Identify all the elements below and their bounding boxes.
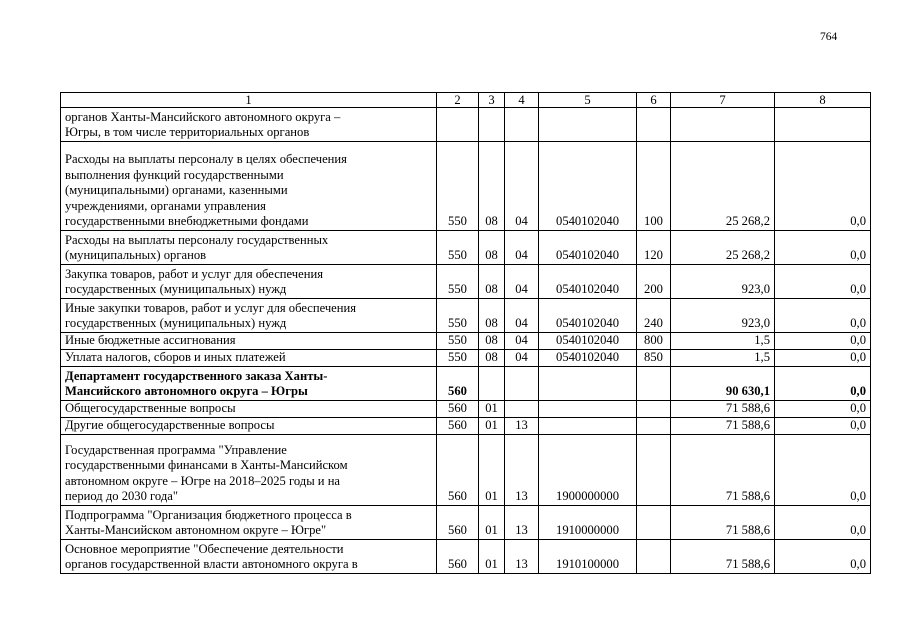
table-row xyxy=(61,142,871,231)
table-row xyxy=(61,540,871,574)
ved-code-cell: 550 xyxy=(437,231,479,265)
target-article-cell: 0540102040 xyxy=(539,333,637,350)
expense-type-cell xyxy=(637,401,671,418)
expense-type-cell: 850 xyxy=(637,350,671,367)
amount-cell: 90 630,1 xyxy=(671,367,775,401)
budget-table xyxy=(60,92,871,574)
amount-cell: 1,5 xyxy=(671,350,775,367)
row-name-cell: Подпрограмма "Организация бюджетного процесса в Ханты-Мансийском автономном округе – Югре" xyxy=(61,506,437,540)
row-name-cell: Уплата налогов, сборов и иных платежей xyxy=(61,350,437,367)
ved-code-cell: 560 xyxy=(437,367,479,401)
ved-code-cell: 560 xyxy=(437,506,479,540)
amount-2-cell: 0,0 xyxy=(775,540,871,574)
column-4-header: 4 xyxy=(505,93,539,108)
amount-2-cell: 0,0 xyxy=(775,435,871,506)
amount-cell: 1,5 xyxy=(671,333,775,350)
target-article-cell xyxy=(539,108,637,142)
row-name-cell: Государственная программа "Управление государственными финансами в Ханты-Мансийском автономном округе – Югре на 2018–2025 годы и на период до 2030 года" xyxy=(61,435,437,506)
column-3-header: 3 xyxy=(479,93,505,108)
amount-cell: 71 588,6 xyxy=(671,435,775,506)
amount-cell: 71 588,6 xyxy=(671,506,775,540)
column-2-header: 2 xyxy=(437,93,479,108)
subsection-code-cell: 04 xyxy=(505,333,539,350)
section-code-cell: 01 xyxy=(479,506,505,540)
target-article-cell xyxy=(539,367,637,401)
page-number: 764 xyxy=(820,31,838,43)
expense-type-cell: 200 xyxy=(637,265,671,299)
amount-cell: 71 588,6 xyxy=(671,418,775,435)
row-name-cell: Общегосударственные вопросы xyxy=(61,401,437,418)
table-row xyxy=(61,265,871,299)
row-name-cell: Расходы на выплаты персоналу в целях обеспечения выполнения функций государственными (муниципальными) органами, казенными учреждениями, органами управления государственными внебюджетными фондами xyxy=(61,142,437,231)
ved-code-cell xyxy=(437,108,479,142)
amount-cell xyxy=(671,108,775,142)
table-row xyxy=(61,435,871,506)
row-name-cell: Иные бюджетные ассигнования xyxy=(61,333,437,350)
section-code-cell: 01 xyxy=(479,540,505,574)
target-article-cell: 0540102040 xyxy=(539,231,637,265)
column-8-header: 8 xyxy=(775,93,871,108)
row-name-cell: органов Ханты-Мансийского автономного округа – Югры, в том числе территориальных органов xyxy=(61,108,437,142)
amount-2-cell: 0,0 xyxy=(775,367,871,401)
section-code-cell: 08 xyxy=(479,350,505,367)
target-article-cell xyxy=(539,401,637,418)
expense-type-cell xyxy=(637,367,671,401)
section-code-cell xyxy=(479,108,505,142)
subsection-code-cell: 13 xyxy=(505,506,539,540)
row-name-cell: Другие общегосударственные вопросы xyxy=(61,418,437,435)
amount-2-cell: 0,0 xyxy=(775,333,871,350)
expense-type-cell: 120 xyxy=(637,231,671,265)
ved-code-cell: 550 xyxy=(437,265,479,299)
ved-code-cell: 550 xyxy=(437,350,479,367)
table-row xyxy=(61,299,871,333)
amount-2-cell: 0,0 xyxy=(775,506,871,540)
section-code-cell: 01 xyxy=(479,401,505,418)
ved-code-cell: 560 xyxy=(437,435,479,506)
subsection-code-cell: 13 xyxy=(505,540,539,574)
expense-type-cell xyxy=(637,108,671,142)
table-row xyxy=(61,108,871,142)
amount-cell: 923,0 xyxy=(671,265,775,299)
amount-2-cell: 0,0 xyxy=(775,401,871,418)
column-5-header: 5 xyxy=(539,93,637,108)
section-code-cell xyxy=(479,367,505,401)
subsection-code-cell: 13 xyxy=(505,418,539,435)
ved-code-cell: 560 xyxy=(437,540,479,574)
section-code-cell: 01 xyxy=(479,435,505,506)
subsection-code-cell xyxy=(505,367,539,401)
target-article-cell: 1910000000 xyxy=(539,506,637,540)
amount-2-cell: 0,0 xyxy=(775,418,871,435)
expense-type-cell: 240 xyxy=(637,299,671,333)
table-row xyxy=(61,231,871,265)
amount-2-cell: 0,0 xyxy=(775,142,871,231)
ved-code-cell: 550 xyxy=(437,299,479,333)
amount-cell: 923,0 xyxy=(671,299,775,333)
column-6-header: 6 xyxy=(637,93,671,108)
row-name-cell: Департамент государственного заказа Ханты- Мансийского автономного округа – Югры xyxy=(61,367,437,401)
section-code-cell: 01 xyxy=(479,418,505,435)
subsection-code-cell xyxy=(505,108,539,142)
expense-type-cell xyxy=(637,418,671,435)
expense-type-cell xyxy=(637,540,671,574)
row-name-cell: Расходы на выплаты персоналу государственных (муниципальных) органов xyxy=(61,231,437,265)
table-row xyxy=(61,418,871,435)
amount-cell: 71 588,6 xyxy=(671,401,775,418)
amount-cell: 25 268,2 xyxy=(671,231,775,265)
target-article-cell: 1900000000 xyxy=(539,435,637,506)
expense-type-cell: 100 xyxy=(637,142,671,231)
section-code-cell: 08 xyxy=(479,299,505,333)
ved-code-cell: 550 xyxy=(437,142,479,231)
table-row xyxy=(61,350,871,367)
table-row xyxy=(61,333,871,350)
target-article-cell: 0540102040 xyxy=(539,350,637,367)
target-article-cell: 0540102040 xyxy=(539,142,637,231)
subsection-code-cell: 04 xyxy=(505,231,539,265)
subsection-code-cell: 13 xyxy=(505,435,539,506)
section-code-cell: 08 xyxy=(479,142,505,231)
amount-cell: 25 268,2 xyxy=(671,142,775,231)
amount-2-cell xyxy=(775,108,871,142)
subsection-code-cell: 04 xyxy=(505,350,539,367)
table-body xyxy=(61,93,871,574)
table-row xyxy=(61,506,871,540)
row-name-cell: Основное мероприятие "Обеспечение деятельности органов государственной власти автономного округа в xyxy=(61,540,437,574)
target-article-cell: 0540102040 xyxy=(539,265,637,299)
row-name-cell: Иные закупки товаров, работ и услуг для обеспечения государственных (муниципальных) нужд xyxy=(61,299,437,333)
column-7-header: 7 xyxy=(671,93,775,108)
column-1-header: 1 xyxy=(61,93,437,108)
amount-2-cell: 0,0 xyxy=(775,350,871,367)
row-name-cell: Закупка товаров, работ и услуг для обеспечения государственных (муниципальных) нужд xyxy=(61,265,437,299)
target-article-cell: 1910100000 xyxy=(539,540,637,574)
table-header-row xyxy=(61,93,871,108)
section-code-cell: 08 xyxy=(479,333,505,350)
amount-2-cell: 0,0 xyxy=(775,231,871,265)
amount-2-cell: 0,0 xyxy=(775,265,871,299)
section-code-cell: 08 xyxy=(479,265,505,299)
ved-code-cell: 560 xyxy=(437,401,479,418)
amount-2-cell: 0,0 xyxy=(775,299,871,333)
amount-cell: 71 588,6 xyxy=(671,540,775,574)
table-row xyxy=(61,367,871,401)
ved-code-cell: 550 xyxy=(437,333,479,350)
subsection-code-cell: 04 xyxy=(505,142,539,231)
target-article-cell: 0540102040 xyxy=(539,299,637,333)
expense-type-cell: 800 xyxy=(637,333,671,350)
subsection-code-cell: 04 xyxy=(505,265,539,299)
subsection-code-cell xyxy=(505,401,539,418)
section-code-cell: 08 xyxy=(479,231,505,265)
expense-type-cell xyxy=(637,506,671,540)
subsection-code-cell: 04 xyxy=(505,299,539,333)
table-row xyxy=(61,401,871,418)
target-article-cell xyxy=(539,418,637,435)
expense-type-cell xyxy=(637,435,671,506)
ved-code-cell: 560 xyxy=(437,418,479,435)
